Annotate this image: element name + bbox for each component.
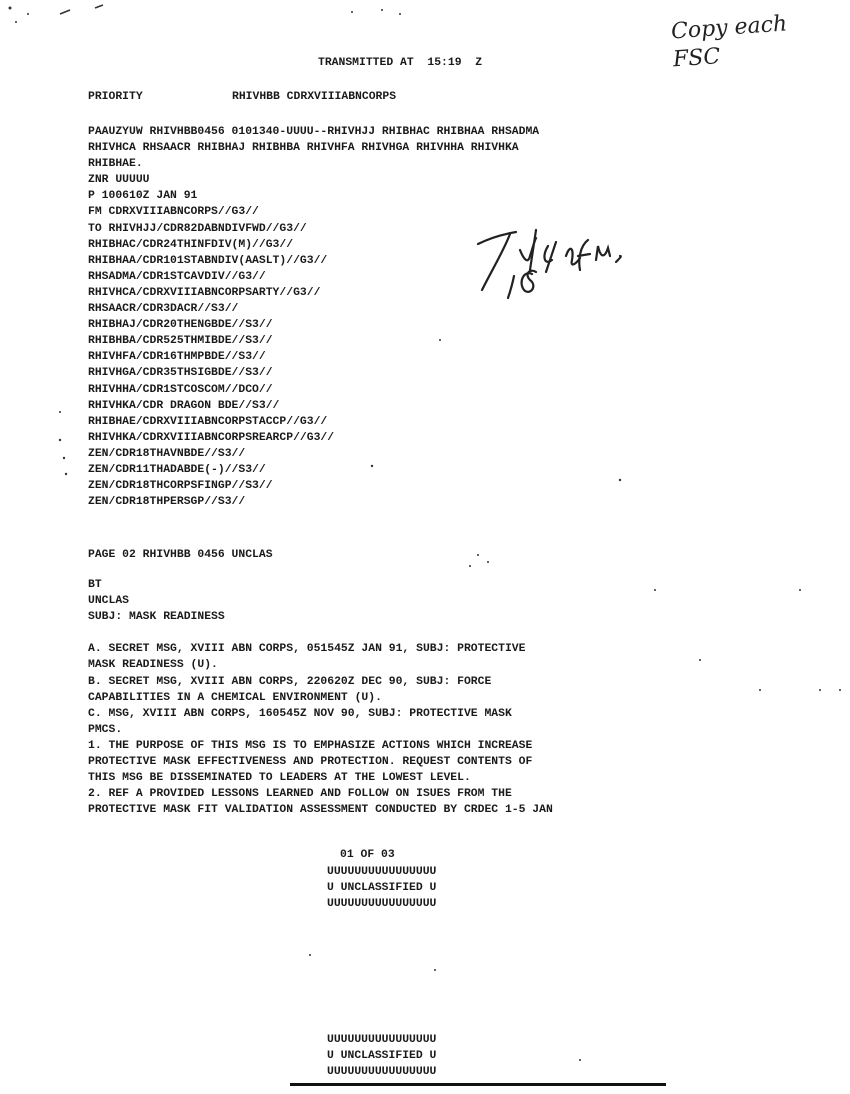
class-line: UUUUUUUUUUUUUUUU	[327, 898, 437, 911]
routing-line: RHIBHBA/CDR525THMIBDE//S3//	[88, 335, 273, 348]
originator: RHIVHBB CDRXVIIIABNCORPS	[232, 91, 397, 103]
routing-line: RHSADMA/CDR1STCAVDIV//G3//	[88, 270, 266, 283]
routing-line: RHIVHCA RHSAACR RHIBHAJ RHIBHBA RHIVHFA RHIVHGA RHIVHHA RHIVHKA	[88, 142, 519, 155]
routing-line: RHIVHGA/CDR35THSIGBDE//S3//	[88, 367, 273, 380]
body-line: MASK READINESS (U).	[88, 659, 218, 672]
routing-line: RHIVHKA/CDR DRAGON BDE//S3//	[88, 399, 280, 412]
body-line: C. MSG, XVIII ABN CORPS, 160545Z NOV 90, SUBJ: PROTECTIVE MASK	[88, 707, 512, 720]
body-line: BT	[88, 579, 102, 591]
priority-label: PRIORITY	[88, 91, 143, 103]
routing-line: ZNR UUUUU	[88, 174, 150, 187]
class-line: UUUUUUUUUUUUUUUU	[327, 1066, 437, 1079]
page-count: 01 OF 03	[340, 849, 395, 861]
body-line: PMCS.	[88, 723, 123, 736]
routing-line: ZEN/CDR18THAVNBDE//S3//	[88, 447, 246, 460]
page-line: PAGE 02 RHIVHBB 0456 UNCLAS	[88, 549, 273, 561]
body-line: CAPABILITIES IN A CHEMICAL ENVIRONMENT (U).	[88, 691, 382, 704]
routing-line: PAAUZYUW RHIVHBB0456 0101340-UUUU--RHIVHJJ RHIBHAC RHIBHAA RHSADMA	[88, 126, 540, 138]
class-line: U UNCLASSIFIED U	[327, 882, 437, 895]
routing-line: RHIBHAE/CDRXVIIIABNCORPSTACCP//G3//	[88, 415, 328, 428]
routing-line: RHIVHKA/CDRXVIIIABNCORPSREARCP//G3//	[88, 431, 335, 444]
handwritten-note: Copy each FSC	[670, 11, 788, 73]
routing-line: ZEN/CDR11THADABDE(-)//S3//	[88, 463, 266, 476]
class-line: UUUUUUUUUUUUUUUU	[327, 1034, 437, 1046]
class-line: UUUUUUUUUUUUUUUU	[327, 866, 437, 878]
routing-line: RHIBHAJ/CDR20THENGBDE//S3//	[88, 319, 273, 332]
routing-line: TO RHIVHJJ/CDR82DABNDIVFWD//G3//	[88, 222, 307, 235]
body-line: 1. THE PURPOSE OF THIS MSG IS TO EMPHASIZE ACTIONS WHICH INCREASE	[88, 739, 533, 752]
body-line: B. SECRET MSG, XVIII ABN CORPS, 220620Z DEC 90, SUBJ: FORCE	[88, 675, 492, 688]
routing-line: RHIBHAE.	[88, 158, 143, 171]
body-line: THIS MSG BE DISSEMINATED TO LEADERS AT THE LOWEST LEVEL.	[88, 772, 471, 785]
routing-line: ZEN/CDR18THPERSGP//S3//	[88, 496, 246, 509]
body-line: 2. REF A PROVIDED LESSONS LEARNED AND FOLLOW ON ISUES FROM THE	[88, 788, 512, 801]
body-line: A. SECRET MSG, XVIII ABN CORPS, 051545Z JAN 91, SUBJ: PROTECTIVE	[88, 643, 526, 656]
body-line: UNCLAS	[88, 595, 130, 608]
body-line: PROTECTIVE MASK EFFECTIVENESS AND PROTECTION. REQUEST CONTENTS OF	[88, 756, 533, 769]
body-line: SUBJ: MASK READINESS	[88, 611, 225, 624]
transmitted-time: TRANSMITTED AT 15:19 Z	[318, 57, 483, 69]
routing-line: RHIVHCA/CDRXVIIIABNCORPSARTY//G3//	[88, 286, 321, 299]
routing-line: FM CDRXVIIIABNCORPS//G3//	[88, 206, 259, 219]
routing-line: RHSAACR/CDR3DACR//S3//	[88, 303, 239, 316]
routing-line: P 100610Z JAN 91	[88, 190, 198, 203]
routing-line: RHIVHHA/CDR1STCOSCOM//DCO//	[88, 383, 273, 396]
body-line: PROTECTIVE MASK FIT VALIDATION ASSESSMENT CONDUCTED BY CRDEC 1-5 JAN	[88, 804, 553, 817]
routing-line: ZEN/CDR18THCORPSFINGP//S3//	[88, 480, 273, 493]
routing-line: RHIBHAC/CDR24THINFDIV(M)//G3//	[88, 238, 294, 251]
routing-line: RHIVHFA/CDR16THMPBDE//S3//	[88, 351, 266, 364]
routing-line: RHIBHAA/CDR101STABNDIV(AASLT)//G3//	[88, 254, 328, 267]
class-line: U UNCLASSIFIED U	[327, 1050, 437, 1063]
